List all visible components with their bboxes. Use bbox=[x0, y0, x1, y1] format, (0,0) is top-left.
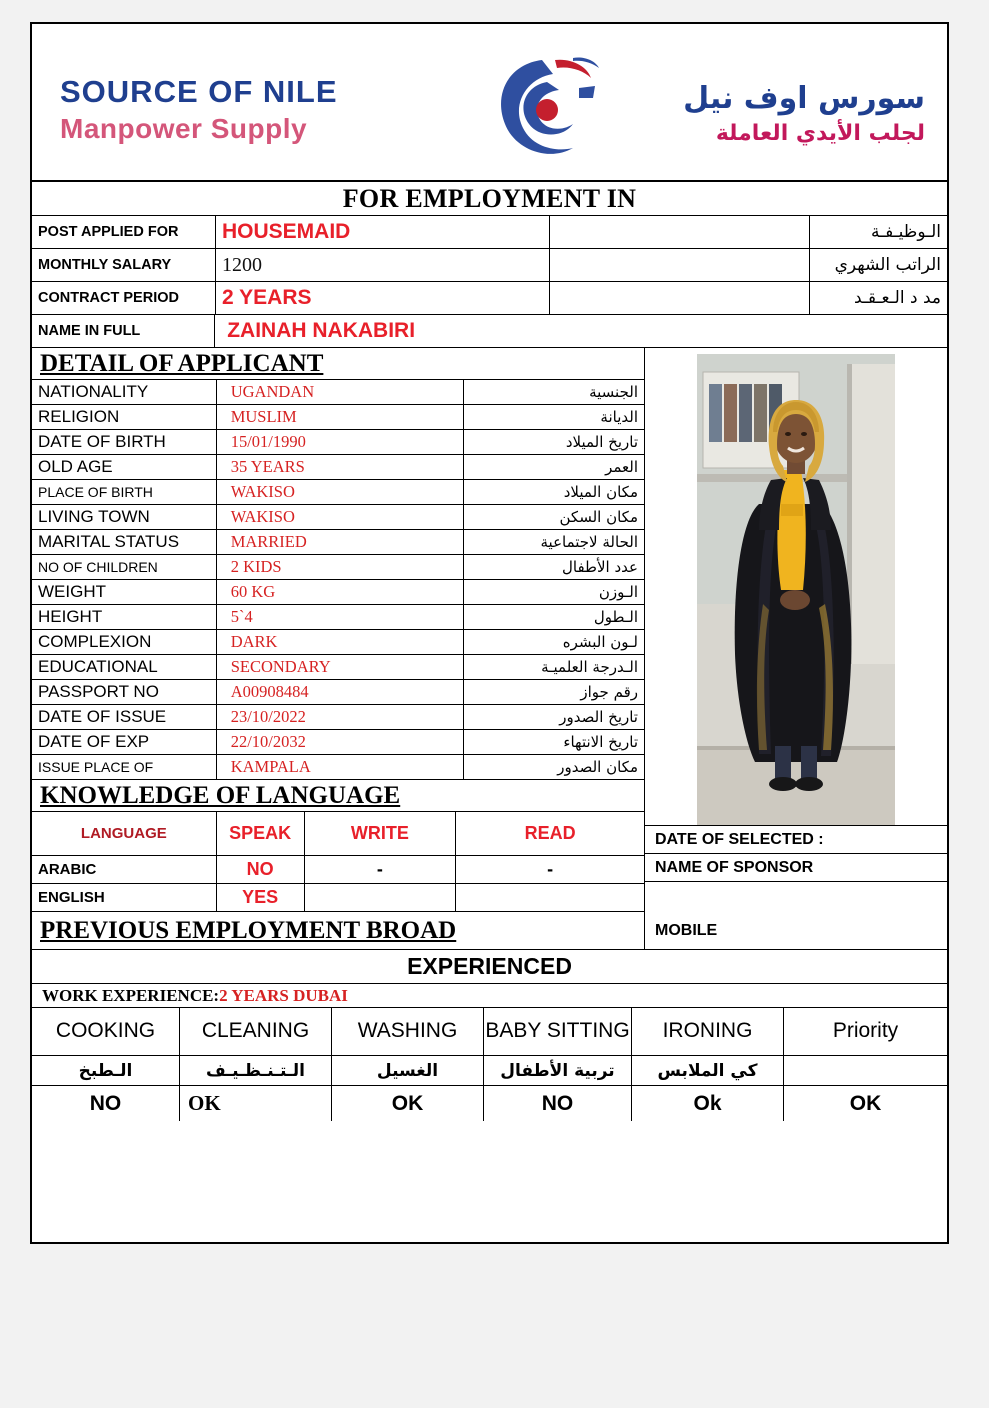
name-in-full-value: ZAINAH NAKABIRI bbox=[215, 315, 947, 348]
table-row bbox=[32, 430, 644, 455]
date-of-exp-label: DATE OF EXP bbox=[32, 730, 217, 755]
nationality-value: UGANDAN bbox=[217, 380, 465, 405]
date-of-birth-arabic: تاريخ الميلاد bbox=[464, 430, 644, 455]
company-name-arabic-line1: سورس اوف نيل bbox=[683, 81, 925, 116]
detail-right-column bbox=[645, 348, 947, 912]
speak-col-header: SPEAK bbox=[217, 812, 305, 856]
experienced-banner: EXPERIENCED bbox=[32, 950, 947, 984]
table-row bbox=[32, 680, 644, 705]
weight-value: 60 KG bbox=[217, 580, 465, 605]
religion-label: RELIGION bbox=[32, 405, 217, 430]
ironing-arabic: كي الملابس bbox=[632, 1056, 784, 1086]
place-of-birth-label: PLACE OF BIRTH bbox=[32, 480, 217, 505]
place-of-birth-arabic: مكان الميلاد bbox=[464, 480, 644, 505]
contract-period-arabic: مد د الـعـقـد bbox=[810, 282, 947, 315]
date-of-birth-value: 15/01/1990 bbox=[217, 430, 465, 455]
no-of-children-arabic: عدد الأطفال bbox=[464, 555, 644, 580]
english-write-value bbox=[305, 884, 457, 912]
issue-place-arabic: مكان الصدور bbox=[464, 755, 644, 780]
cleaning-header: CLEANING bbox=[180, 1008, 332, 1056]
educational-label: EDUCATIONAL bbox=[32, 655, 217, 680]
priority-arabic bbox=[784, 1056, 947, 1086]
old-age-arabic: العمر bbox=[464, 455, 644, 480]
language-title: KNOWLEDGE OF LANGUAGE bbox=[32, 780, 644, 812]
date-of-issue-label: DATE OF ISSUE bbox=[32, 705, 217, 730]
no-of-children-value: 2 KIDS bbox=[217, 555, 465, 580]
passport-no-label: PASSPORT NO bbox=[32, 680, 217, 705]
table-row bbox=[32, 555, 644, 580]
arabic-read-value: - bbox=[456, 856, 644, 884]
table-row bbox=[32, 480, 644, 505]
height-label: HEIGHT bbox=[32, 605, 217, 630]
post-applied-arabic: الـوظيـفـة bbox=[810, 216, 947, 249]
applicant-photo-image bbox=[697, 354, 895, 827]
language-header-row bbox=[32, 812, 644, 856]
washing-arabic: الغسيل bbox=[332, 1056, 484, 1086]
table-row bbox=[32, 730, 644, 755]
mobile-field: MOBILE bbox=[645, 912, 947, 950]
document-header bbox=[32, 24, 947, 182]
work-experience-row bbox=[32, 984, 947, 1008]
write-col-header: WRITE bbox=[305, 812, 457, 856]
marital-status-arabic: الحالة لاجتماعية bbox=[464, 530, 644, 555]
ironing-value: Ok bbox=[632, 1086, 784, 1121]
cleaning-value: OK bbox=[180, 1086, 332, 1121]
cleaning-arabic: الـتـنـظـيـف bbox=[180, 1056, 332, 1086]
complexion-label: COMPLEXION bbox=[32, 630, 217, 655]
weight-arabic: الـوزن bbox=[464, 580, 644, 605]
table-row bbox=[32, 705, 644, 730]
living-town-value: WAKISO bbox=[217, 505, 465, 530]
old-age-value: 35 YEARS bbox=[217, 455, 465, 480]
height-arabic: الـطول bbox=[464, 605, 644, 630]
marital-status-value: MARRIED bbox=[217, 530, 465, 555]
date-of-selected-field: DATE OF SELECTED : bbox=[645, 826, 947, 854]
detail-section bbox=[32, 348, 947, 912]
monthly-salary-value: 1200 bbox=[216, 249, 550, 282]
arabic-write-value: - bbox=[305, 856, 457, 884]
detail-left-column bbox=[32, 348, 645, 912]
company-emblem-icon bbox=[487, 52, 607, 164]
religion-value: MUSLIM bbox=[217, 405, 465, 430]
living-town-label: LIVING TOWN bbox=[32, 505, 217, 530]
nationality-arabic: الجنسية bbox=[464, 380, 644, 405]
company-logo-text bbox=[60, 76, 338, 143]
table-row bbox=[32, 380, 644, 405]
name-of-sponsor-field: NAME OF SPONSOR bbox=[645, 854, 947, 882]
table-row bbox=[32, 580, 644, 605]
baby-sitting-value: NO bbox=[484, 1086, 632, 1121]
table-row bbox=[32, 856, 644, 884]
previous-employment-row bbox=[32, 912, 947, 950]
place-of-birth-value: WAKISO bbox=[217, 480, 465, 505]
table-row bbox=[32, 455, 644, 480]
monthly-salary-label: MONTHLY SALARY bbox=[32, 249, 216, 282]
skills-header-row bbox=[32, 1008, 947, 1056]
detail-title: DETAIL OF APPLICANT bbox=[32, 348, 644, 380]
cooking-header: COOKING bbox=[32, 1008, 180, 1056]
contract-period-label: CONTRACT PERIOD bbox=[32, 282, 216, 315]
nationality-label: NATIONALITY bbox=[32, 380, 217, 405]
english-language-label: ENGLISH bbox=[32, 884, 217, 912]
baby-sitting-header: BABY SITTING bbox=[484, 1008, 632, 1056]
marital-status-label: MARITAL STATUS bbox=[32, 530, 217, 555]
post-applied-value: HOUSEMAID bbox=[216, 216, 550, 249]
name-in-full-label: NAME IN FULL bbox=[32, 315, 215, 348]
arabic-speak-value: NO bbox=[217, 856, 305, 884]
english-read-value bbox=[456, 884, 644, 912]
post-applied-blank bbox=[550, 216, 810, 249]
table-row bbox=[32, 755, 644, 780]
company-name-line1: SOURCE OF NILE bbox=[60, 74, 338, 109]
ironing-header: IRONING bbox=[632, 1008, 784, 1056]
table-row bbox=[32, 282, 947, 315]
date-of-issue-arabic: تاريخ الصدور bbox=[464, 705, 644, 730]
complexion-value: DARK bbox=[217, 630, 465, 655]
table-row bbox=[32, 505, 644, 530]
table-row bbox=[32, 216, 947, 249]
company-name-line2: Manpower Supply bbox=[60, 113, 308, 144]
skills-table bbox=[32, 1008, 947, 1121]
cooking-value: NO bbox=[32, 1086, 180, 1121]
work-experience-label: WORK EXPERIENCE: bbox=[42, 985, 220, 1005]
previous-employment-title: PREVIOUS EMPLOYMENT BROAD bbox=[32, 912, 645, 950]
monthly-salary-blank bbox=[550, 249, 810, 282]
employment-table bbox=[32, 216, 947, 348]
height-value: 5`4 bbox=[217, 605, 465, 630]
work-experience-value: 2 YEARS DUBAI bbox=[219, 985, 348, 1005]
post-applied-label: POST APPLIED FOR bbox=[32, 216, 216, 249]
passport-no-value: A00908484 bbox=[217, 680, 465, 705]
arabic-language-label: ARABIC bbox=[32, 856, 217, 884]
skills-value-row bbox=[32, 1086, 947, 1121]
weight-label: WEIGHT bbox=[32, 580, 217, 605]
passport-no-arabic: رقم جواز bbox=[464, 680, 644, 705]
priority-value: OK bbox=[849, 1091, 882, 1115]
washing-value: OK bbox=[332, 1086, 484, 1121]
living-town-arabic: مكان السكن bbox=[464, 505, 644, 530]
table-row bbox=[32, 655, 644, 680]
baby-sitting-arabic: تربية الأطفال bbox=[484, 1056, 632, 1086]
issue-place-value: KAMPALA bbox=[217, 755, 465, 780]
contract-period-blank bbox=[550, 282, 810, 315]
table-row bbox=[32, 630, 644, 655]
employment-banner: FOR EMPLOYMENT IN bbox=[32, 182, 947, 216]
monthly-salary-arabic: الراتب الشهري bbox=[810, 249, 947, 282]
educational-arabic: الـدرجة العلميـة bbox=[464, 655, 644, 680]
old-age-label: OLD AGE bbox=[32, 455, 217, 480]
religion-arabic: الديانة bbox=[464, 405, 644, 430]
table-row bbox=[32, 605, 644, 630]
priority-header: Priority bbox=[784, 1008, 947, 1056]
company-name-arabic-line2: لجلب الأيدي العاملة bbox=[715, 120, 925, 146]
table-row bbox=[32, 315, 947, 348]
table-row bbox=[32, 249, 947, 282]
contract-period-value: 2 YEARS bbox=[216, 282, 550, 315]
english-speak-value: YES bbox=[217, 884, 305, 912]
educational-value: SECONDARY bbox=[217, 655, 465, 680]
date-of-issue-value: 23/10/2022 bbox=[217, 705, 465, 730]
table-row bbox=[32, 530, 644, 555]
cooking-arabic: الـطبخ bbox=[32, 1056, 180, 1086]
date-of-birth-label: DATE OF BIRTH bbox=[32, 430, 217, 455]
complexion-arabic: لـون البشره bbox=[464, 630, 644, 655]
issue-place-label: ISSUE PLACE OF bbox=[32, 755, 217, 780]
date-of-exp-arabic: تاريخ الانتهاء bbox=[464, 730, 644, 755]
table-row bbox=[32, 884, 644, 912]
no-of-children-label: NO OF CHILDREN bbox=[32, 555, 217, 580]
applicant-cv-sheet bbox=[30, 22, 949, 1244]
language-col-header: LANGUAGE bbox=[32, 812, 217, 856]
applicant-photo bbox=[645, 348, 947, 826]
company-logo-arabic bbox=[683, 82, 925, 146]
washing-header: WASHING bbox=[332, 1008, 484, 1056]
read-col-header: READ bbox=[456, 812, 644, 856]
table-row bbox=[32, 405, 644, 430]
skills-arabic-row bbox=[32, 1056, 947, 1086]
date-of-exp-value: 22/10/2032 bbox=[217, 730, 465, 755]
